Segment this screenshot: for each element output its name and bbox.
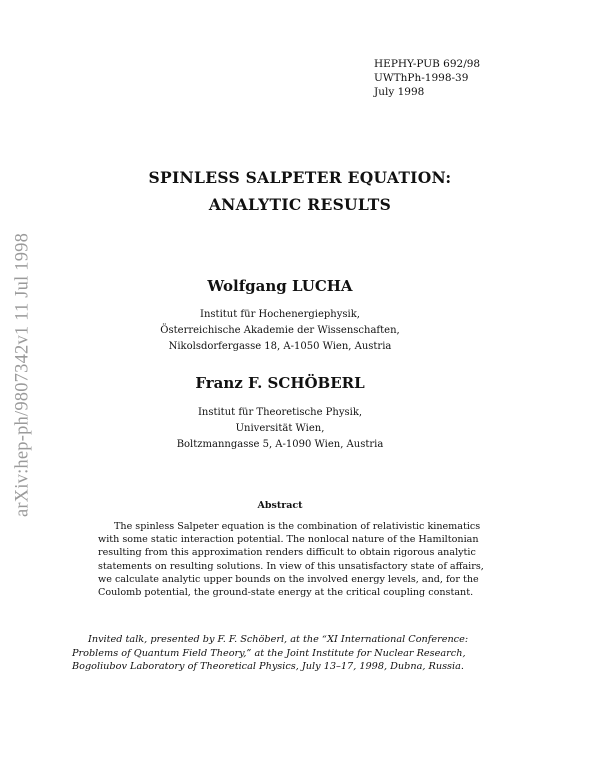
- note-line: Bogoliubov Laboratory of Theoretical Physics, July 13–17, 1998, Dubna, Russia.: [72, 661, 464, 672]
- title-line-2: ANALYTIC RESULTS: [208, 195, 392, 214]
- arxiv-identifier: arXiv:hep-ph/9807342v1 11 Jul 1998: [12, 232, 33, 518]
- title-line-1: SPINLESS SALPETER EQUATION:: [148, 168, 452, 187]
- abstract-line: Coulomb potential, the ground-state energy at the critical coupling constant.: [98, 587, 474, 599]
- author-name: Wolfgang LUCHA: [207, 277, 353, 295]
- affiliation-line: Institut für Theoretische Physik,: [197, 407, 363, 418]
- affiliation-line: Universität Wien,: [235, 423, 325, 434]
- paper-title: [0, 164, 600, 218]
- affiliation-line: Boltzmanngasse 5, A-1090 Wien, Austria: [176, 439, 384, 450]
- abstract-line: we calculate analytic upper bounds on the involved energy levels, and, for the: [98, 573, 479, 585]
- abstract-line: The spinless Salpeter equation is the combination of relativistic kinematics: [114, 521, 481, 532]
- report-alt-number: UWThPh-1998-39: [374, 72, 469, 84]
- affiliation-line: Österreichische Akademie der Wissenschaften,: [160, 325, 400, 336]
- author-affiliation: [0, 405, 560, 453]
- report-number: HEPHY-PUB 692/98: [374, 58, 481, 70]
- abstract-line: statements on resulting solutions. In view of this unsatisfactory state of affairs,: [98, 560, 484, 572]
- report-date: July 1998: [374, 86, 425, 98]
- note-line: Problems of Quantum Field Theory,” at the Joint Institute for Nuclear Research,: [72, 647, 466, 659]
- abstract-heading: Abstract: [257, 500, 303, 511]
- affiliation-line: Nikolsdorfergasse 18, A-1050 Wien, Austria: [168, 341, 392, 352]
- invited-talk-note: [72, 633, 498, 674]
- report-number-block: [374, 57, 480, 99]
- abstract-line: resulting from this approximation renders difficult to obtain rigorous analytic: [98, 547, 476, 559]
- author-name: Franz F. SCHÖBERL: [195, 374, 365, 392]
- abstract-text: [98, 520, 484, 599]
- abstract-line: with some static interaction potential. The nonlocal nature of the Hamiltonian: [98, 534, 479, 546]
- author-affiliation: [0, 307, 560, 355]
- note-line: Invited talk, presented by F. F. Schöberl, at the “XI International Conference:: [88, 634, 469, 645]
- affiliation-line: Institut für Hochenergiephysik,: [200, 309, 360, 320]
